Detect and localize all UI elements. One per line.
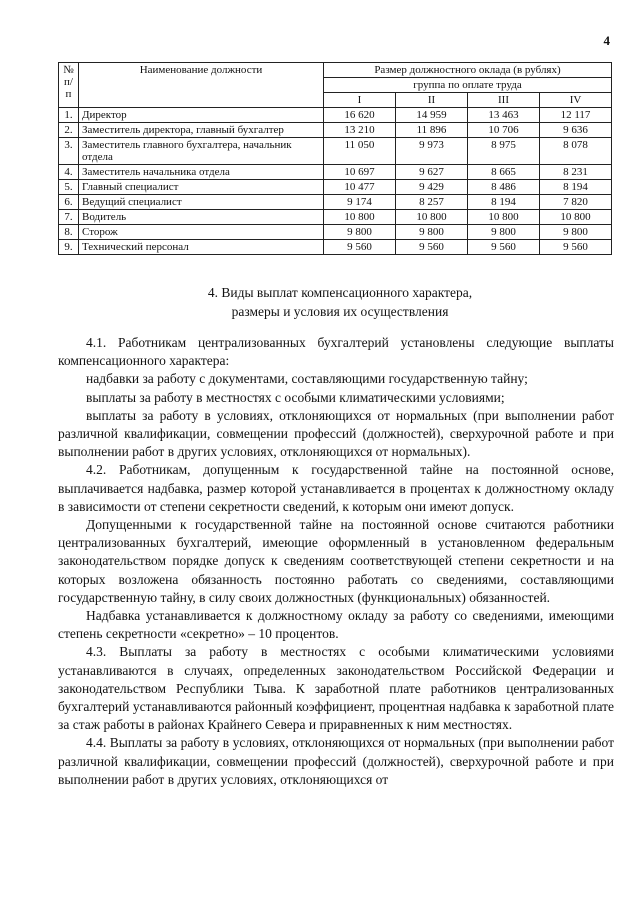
position-name: Заместитель начальника отдела (79, 165, 324, 180)
salary-value-group-2: 8 257 (396, 195, 468, 210)
table-row (59, 123, 612, 138)
paragraph: 4.3. Выплаты за работу в местностях с особыми климатическими условиями устанавливаются в случаях, определенных законодательством Российской Федерации и законодательством Республики Тыва. К заработной плате работников централизованных бухгалтерий устанавливаются районный коэффициент, процентная надбавка к заработной плате за стаж работы в районах Крайнего Севера и приравненных к ним местностях. (58, 644, 614, 733)
salary-value-group-2: 11 896 (396, 123, 468, 138)
salary-value-group-2: 9 627 (396, 165, 468, 180)
paragraph: 4.1. Работникам централизованных бухгалтерий установлены следующие выплаты компенсационного характера: (58, 335, 614, 369)
row-number: 7. (59, 210, 79, 225)
position-name: Ведущий специалист (79, 195, 324, 210)
row-number: 3. (59, 138, 79, 165)
row-number: 2. (59, 123, 79, 138)
salary-table (58, 62, 612, 255)
salary-value-group-4: 9 560 (540, 240, 612, 255)
salary-value-group-4: 12 117 (540, 108, 612, 123)
salary-value-group-2: 9 429 (396, 180, 468, 195)
table-row (59, 225, 612, 240)
header-group-4: IV (540, 93, 612, 108)
row-number: 5. (59, 180, 79, 195)
table-row (59, 138, 612, 165)
salary-value-group-4: 9 636 (540, 123, 612, 138)
paragraph: Надбавка устанавливается к должностному окладу за работу со сведениями, имеющими степень секретности «секретно» – 10 процентов. (58, 608, 614, 642)
salary-value-group-4: 7 820 (540, 195, 612, 210)
salary-value-group-4: 8 078 (540, 138, 612, 165)
table-row (59, 210, 612, 225)
table-row (59, 195, 612, 210)
salary-value-group-1: 9 560 (324, 240, 396, 255)
salary-value-group-4: 8 194 (540, 180, 612, 195)
salary-value-group-1: 10 477 (324, 180, 396, 195)
salary-value-group-3: 13 463 (468, 108, 540, 123)
salary-value-group-3: 9 560 (468, 240, 540, 255)
table-row (59, 240, 612, 255)
table-body (59, 108, 612, 255)
section-title (60, 283, 620, 321)
row-number: 6. (59, 195, 79, 210)
paragraph: 4.4. Выплаты за работу в условиях, отклоняющихся от нормальных (при выполнении работ различной квалификации, совмещении профессий (должностей), сверхурочной работе и при выполнении работ в других условиях, отклоняющихся от (58, 735, 614, 787)
position-name: Водитель (79, 210, 324, 225)
salary-value-group-1: 11 050 (324, 138, 396, 165)
salary-value-group-2: 14 959 (396, 108, 468, 123)
salary-value-group-3: 8 486 (468, 180, 540, 195)
position-name: Главный специалист (79, 180, 324, 195)
salary-value-group-2: 10 800 (396, 210, 468, 225)
salary-value-group-1: 9 800 (324, 225, 396, 240)
salary-value-group-4: 10 800 (540, 210, 612, 225)
header-pay-group: группа по оплате труда (324, 78, 612, 93)
paragraph: выплаты за работу в условиях, отклоняющихся от нормальных (при выполнении работ различной квалификации, совмещении профессий (должностей), сверхурочной работе и при выполнении работ в других условиях, отклоняющихся от нормальных). (58, 407, 614, 460)
table-row (59, 180, 612, 195)
salary-value-group-3: 9 800 (468, 225, 540, 240)
row-number: 4. (59, 165, 79, 180)
section-title-line: размеры и условия их осуществления (231, 304, 449, 319)
salary-value-group-1: 13 210 (324, 123, 396, 138)
row-number: 1. (59, 108, 79, 123)
page-number: 4 (603, 33, 610, 48)
salary-value-group-1: 16 620 (324, 108, 396, 123)
header-group-3: III (468, 93, 540, 108)
header-position: Наименование должности (79, 63, 324, 108)
salary-value-group-3: 10 800 (468, 210, 540, 225)
salary-value-group-3: 8 194 (468, 195, 540, 210)
position-name: Сторож (79, 225, 324, 240)
position-name: Технический персонал (79, 240, 324, 255)
header-salary-size: Размер должностного оклада (в рублях) (324, 63, 612, 78)
salary-value-group-1: 10 800 (324, 210, 396, 225)
table-row (59, 108, 612, 123)
salary-value-group-3: 8 665 (468, 165, 540, 180)
paragraph: Допущенными к государственной тайне на постоянной основе считаются работники централизованных бухгалтерий, имеющие оформленный в установленном федеральным законодательством порядке допуск к сведениям соответствующей степени секретности и на которых возложена обязанность постоянно работать со сведениями, составляющими государственную тайну, в силу своих должностных (функциональных) обязанностей. (58, 517, 614, 605)
salary-value-group-1: 9 174 (324, 195, 396, 210)
salary-value-group-4: 8 231 (540, 165, 612, 180)
header-group-2: II (396, 93, 468, 108)
salary-value-group-3: 10 706 (468, 123, 540, 138)
salary-value-group-2: 9 973 (396, 138, 468, 165)
table-row (59, 165, 612, 180)
row-number: 9. (59, 240, 79, 255)
salary-value-group-2: 9 560 (396, 240, 468, 255)
table-header-row (59, 63, 612, 78)
salary-value-group-2: 9 800 (396, 225, 468, 240)
header-num: № п/п (59, 63, 79, 108)
position-name: Заместитель главного бухгалтера, начальник отдела (79, 138, 324, 165)
paragraph: выплаты за работу в местностях с особыми климатическими условиями; (86, 389, 505, 405)
salary-value-group-3: 8 975 (468, 138, 540, 165)
position-name: Директор (79, 108, 324, 123)
row-number: 8. (59, 225, 79, 240)
paragraph: 4.2. Работникам, допущенным к государственной тайне на постоянной основе, выплачивается надбавка, размер которой устанавливается в процентах к должностному окладу в зависимости от степени секретности сведений, к которым они имеют допуск. (58, 462, 614, 514)
body-text (58, 334, 614, 789)
header-group-1: I (324, 93, 396, 108)
section-title-line: 4. Виды выплат компенсационного характера, (207, 285, 473, 300)
paragraph: надбавки за работу с документами, составляющими государственную тайну; (86, 371, 528, 387)
position-name: Заместитель директора, главный бухгалтер (79, 123, 324, 138)
salary-value-group-4: 9 800 (540, 225, 612, 240)
salary-value-group-1: 10 697 (324, 165, 396, 180)
